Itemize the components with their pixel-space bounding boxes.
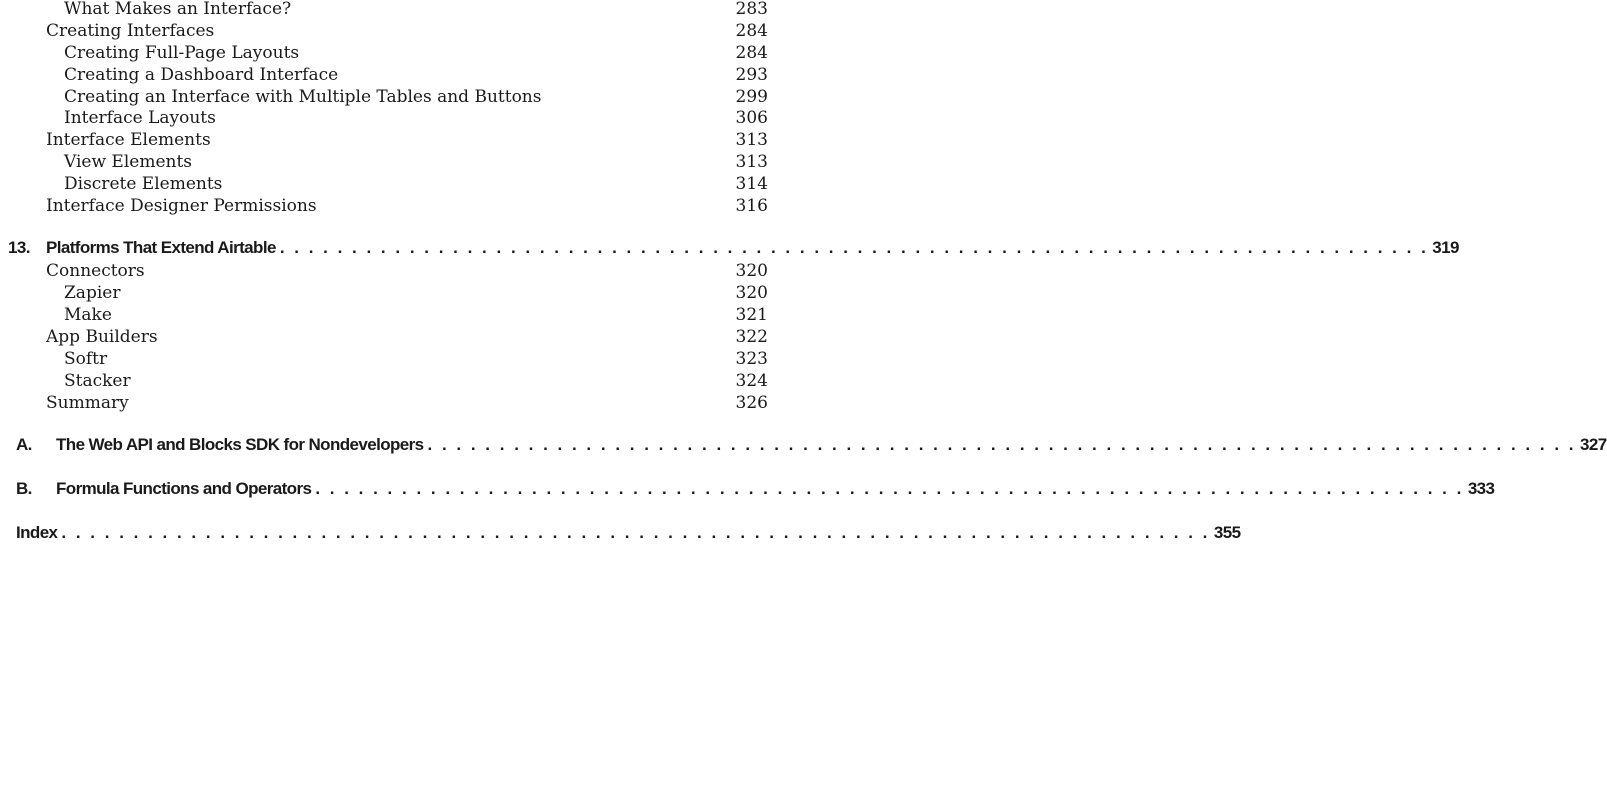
toc-entry[interactable] <box>0 304 800 326</box>
appendix-a-heading[interactable] <box>0 434 1607 456</box>
toc-entry-page: 284 <box>735 21 768 41</box>
toc-entry-page: 313 <box>735 130 768 150</box>
toc-entry[interactable] <box>0 151 800 173</box>
toc-entry[interactable] <box>0 86 800 108</box>
toc-entry[interactable] <box>0 107 800 129</box>
toc-entry-title: Summary <box>46 393 129 413</box>
toc-entry[interactable] <box>0 0 800 20</box>
appendix-title: Formula Functions and Operators <box>56 479 312 498</box>
toc-entry[interactable] <box>0 348 800 370</box>
chapter-title: Platforms That Extend Airtable <box>46 238 276 257</box>
toc-entry-page: 326 <box>735 393 768 413</box>
appendix-page: 327 <box>1580 435 1607 454</box>
toc-entry-title: Stacker <box>64 371 131 391</box>
toc-entry-title: Softr <box>64 349 108 369</box>
chapter-number: 13. <box>8 238 30 257</box>
toc-entry-title: App Builders <box>46 327 158 347</box>
toc-entry-title: Interface Designer Permissions <box>46 196 317 216</box>
index-page: 355 <box>1213 523 1241 542</box>
toc-entry-page: 322 <box>735 327 768 347</box>
toc-entry[interactable] <box>0 42 800 64</box>
toc-entry-page: 320 <box>735 261 768 281</box>
toc-entry-title: Zapier <box>64 283 121 303</box>
toc-entry-title: Make <box>64 305 112 325</box>
toc-entry[interactable] <box>0 370 800 392</box>
toc-entry-title: Interface Layouts <box>64 108 216 128</box>
toc-entry[interactable] <box>0 282 800 304</box>
toc-entry-title: Creating a Dashboard Interface <box>64 65 339 85</box>
toc-entry-page: 313 <box>735 152 768 172</box>
toc-entry[interactable] <box>0 392 800 414</box>
index-heading[interactable] <box>0 522 1241 544</box>
toc-entry-page: 323 <box>735 349 768 369</box>
leader-dots: . . . . . . . . . . . . . . . . . . . . . . . . . . . . . . . . . . . . . . . . . . . . . . . . . . . . . . . . . . . . . . . . . . . . . . . . . . . . . . . . <box>315 479 1464 498</box>
toc-entry-page: 284 <box>735 43 768 63</box>
chapter-13-heading[interactable] <box>0 237 1459 259</box>
appendix-b-heading[interactable] <box>0 478 1495 500</box>
toc-entry-page: 320 <box>735 283 768 303</box>
toc-entry-page: 324 <box>735 371 768 391</box>
toc-entry[interactable] <box>0 64 800 86</box>
toc-entry-page: 293 <box>735 65 768 85</box>
toc-entry[interactable] <box>0 129 800 151</box>
toc-entry[interactable] <box>0 173 800 195</box>
appendix-letter: B. <box>16 479 32 498</box>
index-title: Index <box>16 523 58 542</box>
appendix-page: 333 <box>1467 479 1495 498</box>
leader-dots: . . . . . . . . . . . . . . . . . . . . . . . . . . . . . . . . . . . . . . . . . . . . . . . . . . . . . . . . . . . . . . . . . . . . . . . . . . . . . . . . <box>427 435 1576 454</box>
toc-entry[interactable] <box>0 20 800 42</box>
toc-entry-title: Creating Full-Page Layouts <box>64 43 300 63</box>
toc-entry-title: Creating Interfaces <box>46 21 215 41</box>
toc-entry[interactable] <box>0 326 800 348</box>
toc-entry-title: Interface Elements <box>46 130 211 150</box>
toc-entry-page: 321 <box>735 305 768 325</box>
toc-entry-page: 283 <box>735 0 768 19</box>
appendix-title: The Web API and Blocks SDK for Nondevelopers <box>56 435 424 454</box>
leader-dots: . . . . . . . . . . . . . . . . . . . . . . . . . . . . . . . . . . . . . . . . . . . . . . . . . . . . . . . . . . . . . . . . . . . . . . . . . . . . . . . . <box>279 238 1429 257</box>
toc-entry-page: 306 <box>735 108 768 128</box>
appendix-letter: A. <box>16 435 32 454</box>
toc-entry-page: 299 <box>735 87 768 107</box>
toc-entry-page: 314 <box>735 174 768 194</box>
toc-entry-page: 316 <box>735 196 768 216</box>
toc-entry-title: Discrete Elements <box>64 174 223 194</box>
toc-entry-title: Creating an Interface with Multiple Tables and Buttons <box>64 87 542 107</box>
toc-entry-title: View Elements <box>64 152 193 172</box>
leader-dots: . . . . . . . . . . . . . . . . . . . . . . . . . . . . . . . . . . . . . . . . . . . . . . . . . . . . . . . . . . . . . . . . . . . . . . . . . . . . . . . . <box>61 523 1210 542</box>
toc-entry-title: Connectors <box>46 261 145 281</box>
toc-entry-title: What Makes an Interface? <box>64 0 292 19</box>
toc-entry[interactable] <box>0 195 800 217</box>
toc-entry[interactable] <box>0 260 800 282</box>
chapter-page: 319 <box>1432 238 1459 257</box>
